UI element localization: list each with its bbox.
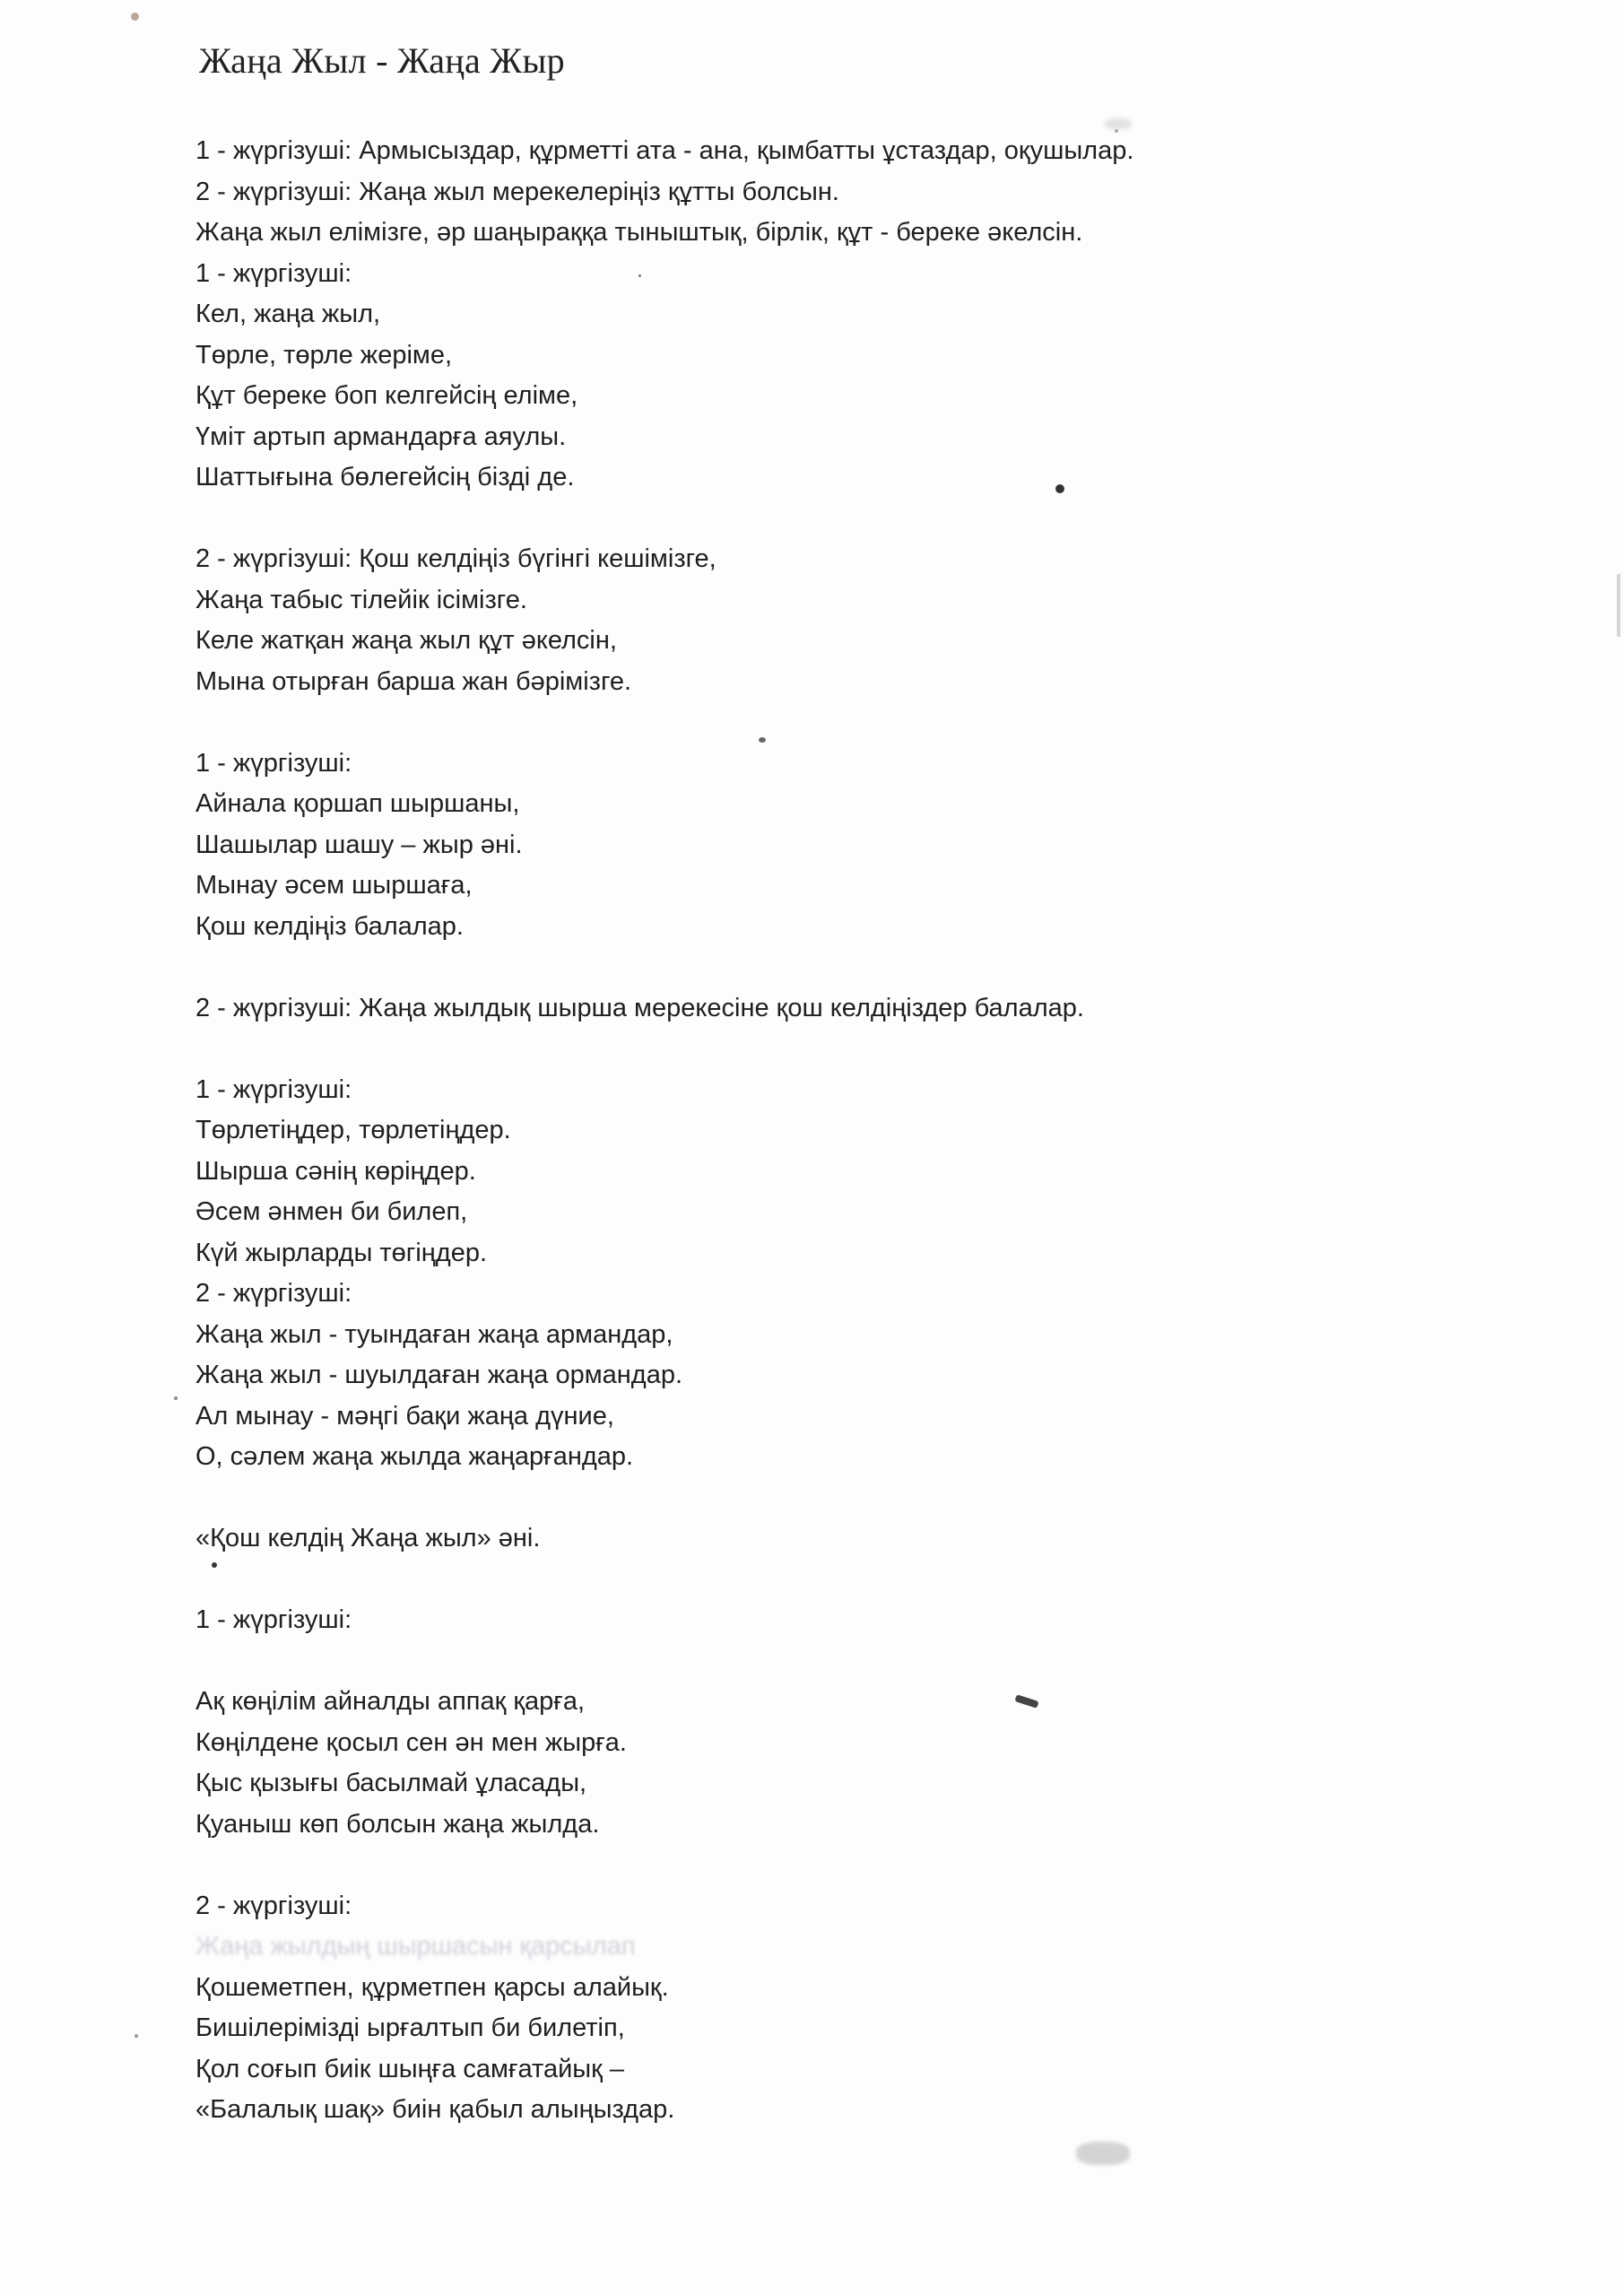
text-line: Жаңа жыл - туындаған жаңа армандар, bbox=[195, 1319, 673, 1349]
text-line: Көңілдене қосыл сен ән мен жырға. bbox=[195, 1727, 627, 1757]
scan-speck bbox=[131, 13, 139, 21]
text-line: Мына отырған барша жан бәрімізге. bbox=[195, 666, 632, 696]
text-line: Жаңа жылдың шыршасын қарсылап bbox=[195, 1932, 636, 1961]
scan-speck bbox=[1115, 129, 1118, 133]
blank-line bbox=[195, 499, 1523, 540]
text-line: 2 - жүргізуші: bbox=[195, 1279, 352, 1308]
text-line: 1 - жүргізуші: bbox=[195, 1605, 352, 1634]
scan-speck bbox=[135, 2034, 138, 2038]
scan-smudge bbox=[1076, 2142, 1130, 2165]
text-line: Қуаныш көп болсын жаңа жылда. bbox=[195, 1809, 600, 1839]
text-line: О, сәлем жаңа жылда жаңарғандар. bbox=[195, 1442, 634, 1471]
text-line: Қол соғып биік шыңға самғатайық – bbox=[195, 2054, 625, 2083]
scan-speck bbox=[1055, 484, 1064, 493]
text-line: Үміт артып армандарға аяулы. bbox=[195, 422, 567, 451]
text-line: 2 - жүргізуші: Жаңа жылдық шырша мерекесіне қош келдіңіздер балалар. bbox=[195, 993, 1084, 1022]
text-line: Жаңа жыл елімізге, әр шаңыраққа тыныштық, бірлік, құт - береке әкелсін. bbox=[195, 218, 1083, 247]
text-line: Шаттығына бөлегейсің бізді де. bbox=[195, 463, 575, 491]
text-line: 1 - жүргізуші: bbox=[195, 1074, 352, 1104]
blank-line bbox=[195, 947, 1523, 988]
text-line: Күй жырларды төгіңдер. bbox=[195, 1238, 488, 1267]
text-line: Кел, жаңа жыл, bbox=[195, 300, 381, 328]
text-line: Төрле, төрле жеріме, bbox=[195, 340, 453, 370]
blank-line bbox=[195, 1845, 1523, 1886]
blank-line bbox=[195, 702, 1523, 744]
blank-line bbox=[195, 1560, 1523, 1601]
blank-line bbox=[195, 1641, 1523, 1683]
text-line: «Балалық шақ» биін қабыл алыңыздар. bbox=[195, 2095, 675, 2124]
blank-line bbox=[195, 1029, 1523, 1070]
text-line: 1 - жүргізуші: bbox=[195, 258, 352, 288]
text-line: Келе жатқан жаңа жыл құт әкелсін, bbox=[195, 626, 617, 655]
document-title: Жаңа Жыл - Жаңа Жыр bbox=[199, 40, 565, 81]
text-line: Қыс қызығы басылмай ұласады, bbox=[195, 1769, 587, 1797]
text-line: Шырша сәнің көріңдер. bbox=[195, 1156, 476, 1186]
scan-speck bbox=[174, 1396, 178, 1400]
text-line: Жаңа табыс тілейік ісімізге. bbox=[195, 585, 527, 614]
text-line: Құт береке боп келгейсің еліме, bbox=[195, 381, 578, 410]
text-line: Бишілерімізді ырғалтып би билетіп, bbox=[195, 2013, 625, 2042]
text-line: 1 - жүргізуші: Армысыздар, құрметті ата - ана, қымбатты ұстаздар, оқушылар. bbox=[195, 136, 1134, 165]
scan-speck bbox=[638, 274, 641, 277]
scan-edge-mark bbox=[1617, 574, 1620, 637]
document-body bbox=[195, 131, 1523, 2131]
text-line: Төрлетіңдер, төрлетіңдер. bbox=[195, 1116, 511, 1144]
text-line: Қошеметпен, құрметпен қарсы алайық. bbox=[195, 1972, 669, 2002]
text-line: Мынау әсем шыршаға, bbox=[195, 871, 473, 900]
text-line: Жаңа жыл - шуылдаған жаңа ормандар. bbox=[195, 1361, 683, 1389]
text-line: Ақ көңілім айналды аппақ қарға, bbox=[195, 1687, 586, 1716]
text-line: Әсем әнмен би билеп, bbox=[195, 1197, 468, 1226]
blank-line bbox=[195, 1478, 1523, 1519]
text-line: Шашылар шашу – жыр әні. bbox=[195, 830, 523, 859]
text-line: 2 - жүргізуші: Жаңа жыл мерекелеріңіз құтты болсын. bbox=[195, 177, 839, 206]
text-line: Айнала қоршап шыршаны, bbox=[195, 789, 520, 818]
text-line: «Қош келдің Жаңа жыл» әні. bbox=[195, 1524, 541, 1552]
scan-speck bbox=[212, 1562, 217, 1568]
text-line: Ал мынау - мәңгі бақи жаңа дүние, bbox=[195, 1401, 614, 1431]
text-line: 2 - жүргізуші: bbox=[195, 1891, 352, 1920]
scan-smudge bbox=[1105, 118, 1132, 129]
text-line: 2 - жүргізуші: Қош келдіңіз бүгінгі кешімізге, bbox=[195, 544, 716, 573]
text-line: Қош келдіңіз балалар. bbox=[195, 911, 464, 941]
scan-speck bbox=[759, 737, 766, 743]
text-line: 1 - жүргізуші: bbox=[195, 748, 352, 778]
